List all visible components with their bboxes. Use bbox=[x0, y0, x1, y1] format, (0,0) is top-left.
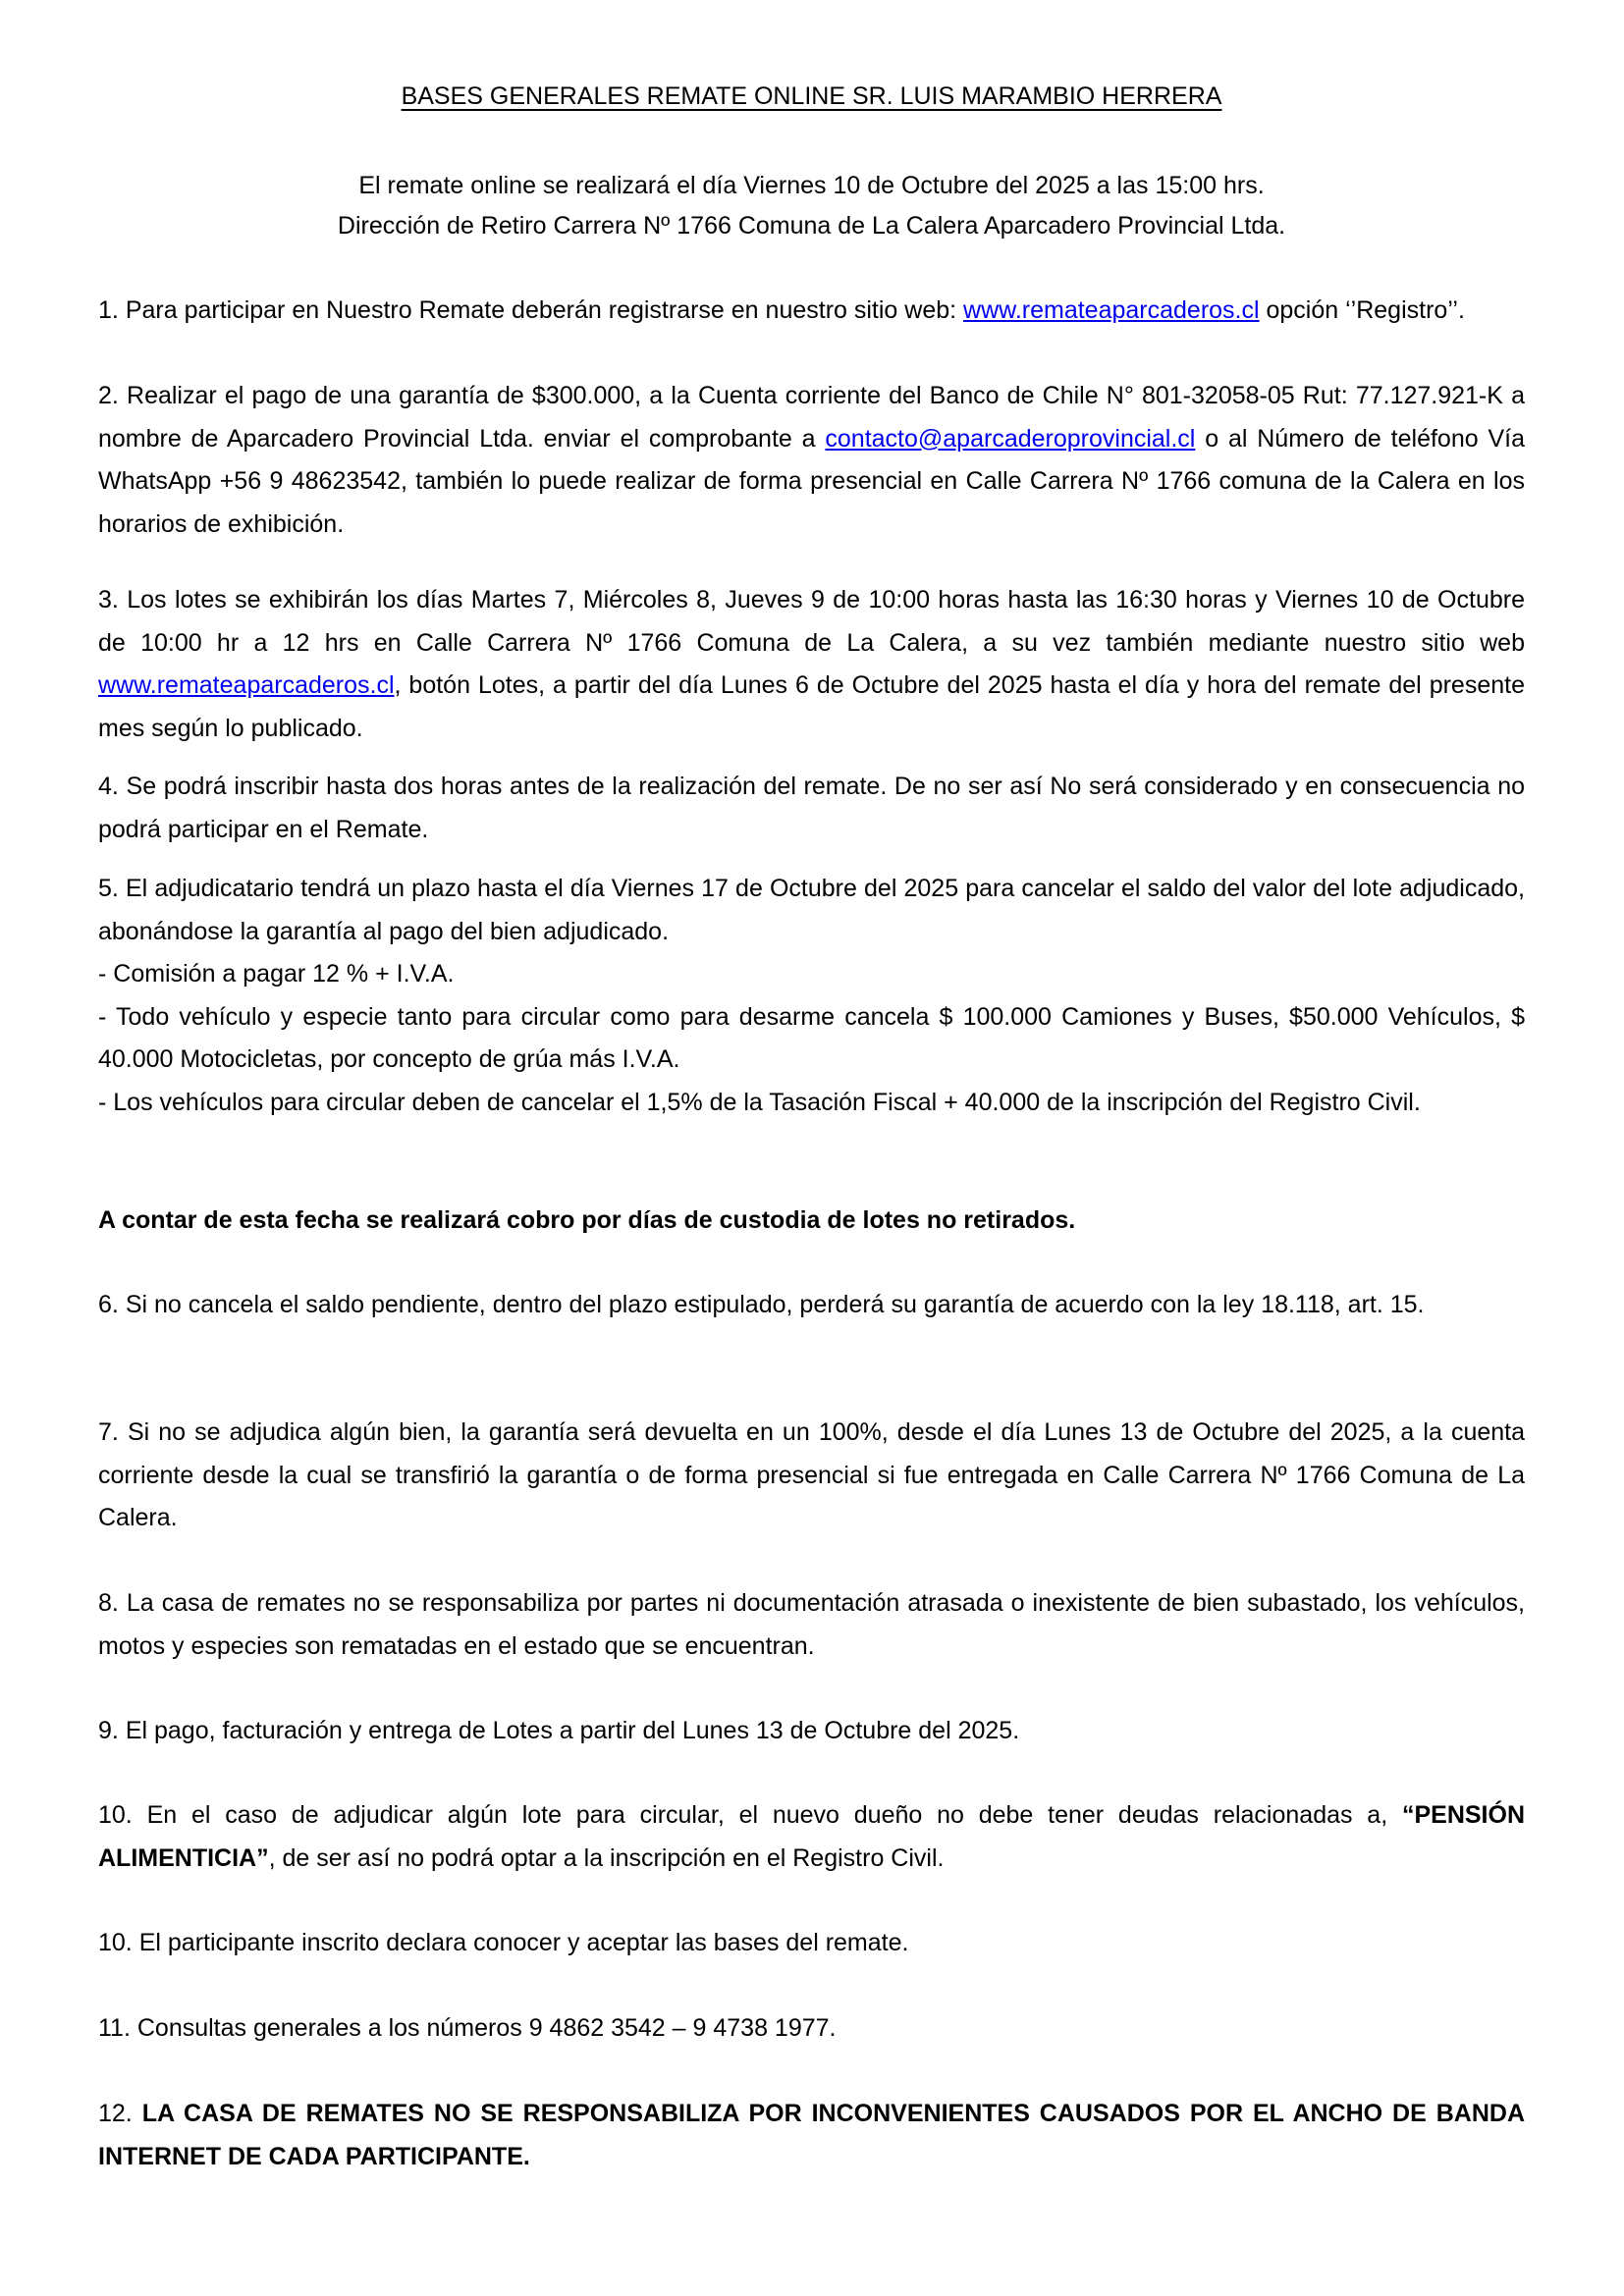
rule-item-1 bbox=[98, 290, 1525, 333]
bandwidth-disclaimer: LA CASA DE REMATES NO SE RESPONSABILIZA POR INCONVENIENTES CAUSADOS POR EL ANCHO DE BANDA INTERNET DE CADA PARTICIPANTE. bbox=[98, 2100, 1525, 2170]
item-number: 7. bbox=[98, 1418, 119, 1446]
item-text: El adjudicatario tendrá un plazo hasta el día Viernes 17 de Octubre del 2025 para cancelar el saldo del valor del lote adjudicado, abonándose la garantía al pago del bien adjudicado. bbox=[98, 875, 1525, 945]
item-text: Realizar el pago de una garantía de $300.000, a la Cuenta corriente del Banco de Chile N° 801-32058-05 Rut: 77.127.921-K a nombre de Aparcadero Provincial Ltda. enviar el comprobante a bbox=[98, 382, 1525, 453]
item-text-after: o al Número de teléfono Vía WhatsApp +56 9 48623542, también lo puede realizar de forma presencial en Calle Carrera Nº 1766 comuna de la Calera en los horarios de exhibición. bbox=[98, 424, 1525, 538]
email-link[interactable]: contacto@aparcaderoprovincial.cl bbox=[825, 424, 1196, 453]
website-link[interactable]: www.remateaparcaderos.cl bbox=[98, 671, 395, 699]
auction-date-line bbox=[98, 165, 1525, 208]
rule-item-12 bbox=[98, 2093, 1525, 2178]
rule-item-11 bbox=[98, 2007, 1525, 2051]
item-text: La casa de remates no se responsabiliza por partes ni documentación atrasada o inexistente de bien subastado, los vehículos, motos y especies son rematadas en el estado que se encuentran. bbox=[98, 1589, 1525, 1660]
item-text: Para participar en Nuestro Remate deberán registrarse en nuestro sitio web: bbox=[125, 296, 964, 324]
rule-item-3 bbox=[98, 579, 1525, 750]
item-number: 10. bbox=[98, 1929, 133, 1956]
rule-item-9 bbox=[98, 1710, 1525, 1753]
custody-notice bbox=[98, 1200, 1525, 1243]
rule-item-5 bbox=[98, 868, 1525, 1124]
rule-item-4 bbox=[98, 766, 1525, 851]
item-text-after: , botón Lotes, a partir del día Lunes 6 de Octubre del 2025 hasta el día y hora del remate del presente mes según lo publicado. bbox=[98, 671, 1525, 742]
item-number: 4. bbox=[98, 773, 119, 800]
bullet-registration-fee: - Los vehículos para circular deben de cancelar el 1,5% de la Tasación Fiscal + 40.000 de la inscripción del Registro Civil. bbox=[98, 1088, 1421, 1116]
item-text: Los lotes se exhibirán los días Martes 7, Miércoles 8, Jueves 9 de 10:00 horas hasta las 16:30 horas y Viernes 10 de Octubre de 10:00 hr a 12 hrs en Calle Carrera Nº 1766 Comuna de La Calera, a su vez también mediante nuestro sitio web bbox=[98, 586, 1525, 657]
item-text: En el caso de adjudicar algún lote para circular, el nuevo dueño no debe tener deudas relacionadas a, bbox=[146, 1801, 1402, 1829]
item-text-after: opción ‘’Registro’’. bbox=[1259, 296, 1465, 324]
item-text: Consultas generales a los números 9 4862 3542 – 9 4738 1977. bbox=[136, 2014, 837, 2042]
rule-item-2 bbox=[98, 375, 1525, 546]
item-text-after: , de ser así no podrá optar a la inscripción en el Registro Civil. bbox=[268, 1843, 945, 1872]
item-text: El pago, facturación y entrega de Lotes a partir del Lunes 13 de Octubre del 2025. bbox=[125, 1717, 1020, 1744]
item-text: Si no cancela el saldo pendiente, dentro del plazo estipulado, perderá su garantía de acuerdo con la ley 18.118, art. 15. bbox=[125, 1291, 1425, 1318]
item-text: El participante inscrito declara conocer y aceptar las bases del remate. bbox=[138, 1929, 909, 1956]
document-title-block bbox=[98, 76, 1525, 119]
pickup-address-line bbox=[98, 205, 1525, 248]
item-number: 8. bbox=[98, 1589, 119, 1617]
website-link[interactable]: www.remateaparcaderos.cl bbox=[963, 296, 1260, 324]
rule-item-7 bbox=[98, 1412, 1525, 1540]
item-number: 1. bbox=[98, 296, 119, 324]
rule-item-10 bbox=[98, 1794, 1525, 1880]
auction-date-text: El remate online se realizará el día Viernes 10 de Octubre del 2025 a las 15:00 hrs. bbox=[358, 172, 1265, 199]
item-number: 2. bbox=[98, 382, 119, 409]
rule-item-8 bbox=[98, 1582, 1525, 1668]
item-text: Se podrá inscribir hasta dos horas antes de la realización del remate. De no ser así No será considerado y en consecuencia no podrá participar en el Remate. bbox=[98, 773, 1525, 843]
item-text: Si no se adjudica algún bien, la garantía será devuelta en un 100%, desde el día Lunes 13 de Octubre del 2025, a la cuenta corriente desde la cual se transfirió la garantía o de forma presencial si fue entregada en Calle Carrera Nº 1766 Comuna de La Calera. bbox=[98, 1418, 1526, 1531]
bullet-commission: - Comisión a pagar 12 % + I.V.A. bbox=[98, 960, 455, 988]
rule-item-6 bbox=[98, 1284, 1525, 1327]
item-number: 3. bbox=[98, 586, 119, 614]
item-number: 11. bbox=[98, 2014, 131, 2042]
item-number: 10. bbox=[98, 1801, 133, 1829]
pickup-address-text: Dirección de Retiro Carrera Nº 1766 Comuna de La Calera Aparcadero Provincial Ltda. bbox=[337, 212, 1286, 240]
item-number: 6. bbox=[98, 1291, 119, 1318]
alimony-warning: “PENSIÓN ALIMENTICIA” bbox=[98, 1801, 1525, 1872]
rule-item-10b bbox=[98, 1922, 1525, 1965]
bullet-tow-fee: - Todo vehículo y especie tanto para circular como para desarme cancela $ 100.000 Camiones y Buses, $50.000 Vehículos, $ 40.000 Motocicletas, por concepto de grúa más I.V.A. bbox=[98, 1002, 1525, 1073]
document-title: BASES GENERALES REMATE ONLINE SR. LUIS MARAMBIO HERRERA bbox=[401, 82, 1222, 110]
item-number: 9. bbox=[98, 1717, 119, 1744]
item-number: 5. bbox=[98, 875, 119, 902]
custody-notice-text: A contar de esta fecha se realizará cobro por días de custodia de lotes no retirados. bbox=[98, 1206, 1076, 1234]
item-number: 12. bbox=[98, 2100, 133, 2127]
